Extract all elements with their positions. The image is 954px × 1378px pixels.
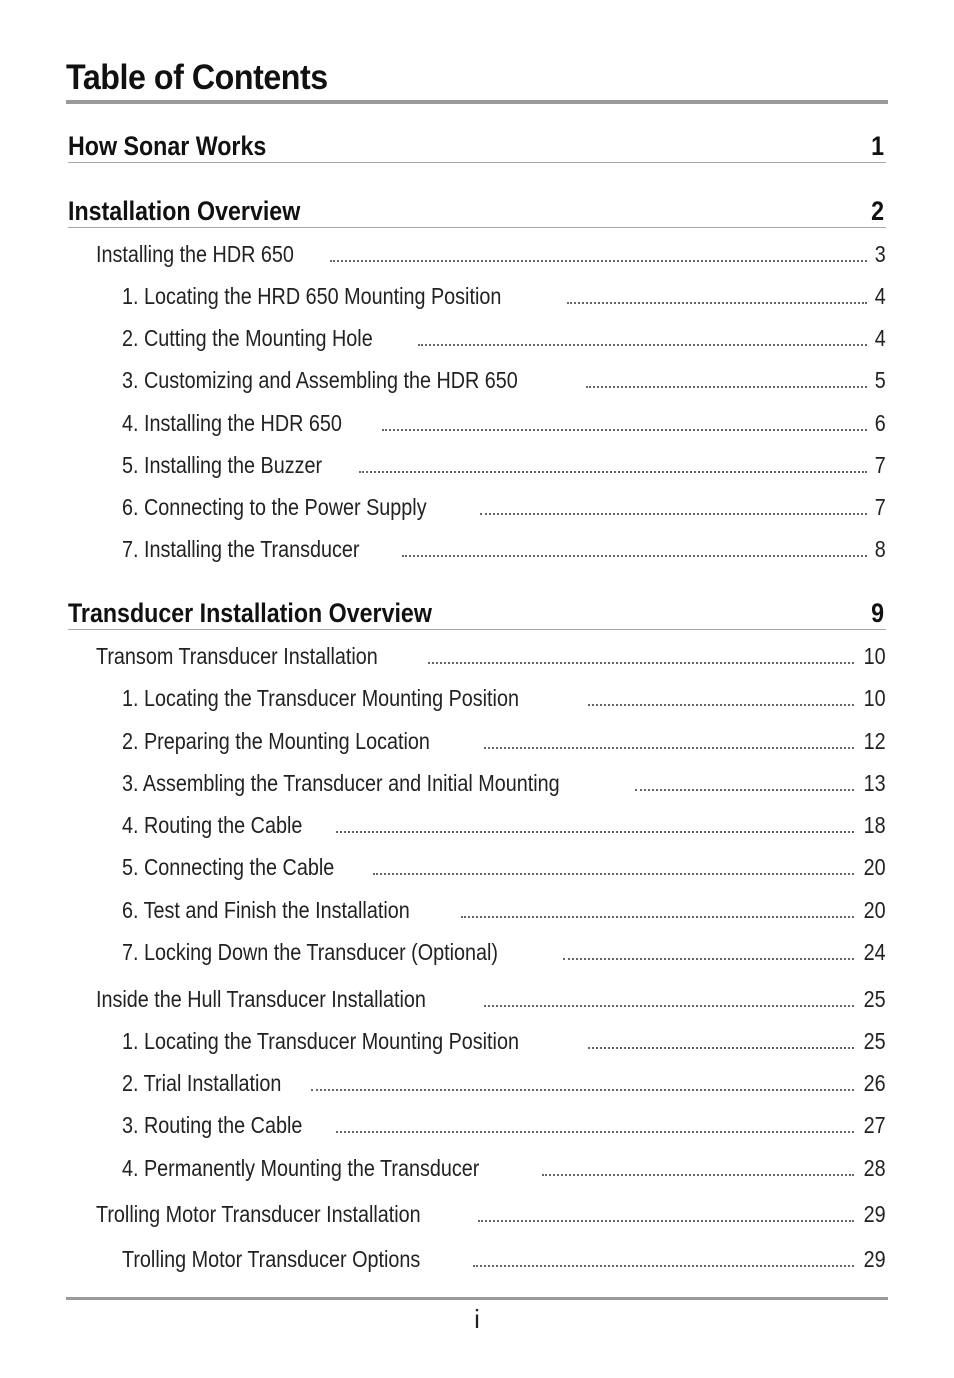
toc-section-title: Transducer Installation Overview	[68, 598, 432, 628]
toc-entry-page: 28	[863, 1155, 886, 1181]
toc-entry-title: Trolling Motor Transducer Installation	[96, 1201, 421, 1227]
dot-leader	[373, 873, 855, 875]
toc-entry-title: 6. Connecting to the Power Supply	[122, 494, 427, 520]
dot-leader	[542, 1174, 855, 1176]
dot-leader	[563, 958, 854, 960]
toc-entry-page: 5	[874, 367, 886, 393]
dot-leader	[418, 344, 868, 346]
toc-section-page: 1	[871, 131, 884, 161]
toc-entry-page: 4	[874, 325, 886, 351]
toc-entry[interactable]	[122, 896, 886, 924]
toc-entry[interactable]	[122, 324, 886, 352]
dot-leader	[567, 302, 867, 304]
toc-entry[interactable]	[122, 811, 886, 839]
dot-leader	[478, 1220, 855, 1222]
toc-entry[interactable]	[96, 240, 886, 268]
toc-section-installation-overview[interactable]	[68, 197, 886, 228]
toc-entry-title: 6. Test and Finish the Installation	[122, 897, 410, 923]
dot-leader	[588, 1047, 855, 1049]
dot-leader	[402, 555, 867, 557]
toc-entry[interactable]	[122, 1027, 886, 1055]
dot-leader	[473, 1265, 855, 1267]
toc-entry[interactable]	[122, 684, 886, 712]
toc-entry-page: 3	[874, 241, 886, 267]
toc-entry-page: 20	[863, 854, 886, 880]
toc-entry-page: 25	[863, 986, 886, 1012]
toc-entry-title: 5. Installing the Buzzer	[122, 452, 323, 478]
toc-section-page: 2	[871, 196, 884, 226]
dot-leader	[588, 704, 855, 706]
dot-leader	[484, 1005, 855, 1007]
toc-entry[interactable]	[122, 1154, 886, 1182]
toc-section-page: 9	[871, 598, 884, 628]
toc-entry-page: 10	[863, 643, 886, 669]
dot-leader	[382, 429, 868, 431]
toc-entry-title: 3. Assembling the Transducer and Initial Mounting	[122, 770, 560, 796]
toc-entry-title: 4. Permanently Mounting the Transducer	[122, 1155, 480, 1181]
toc-entry[interactable]	[122, 853, 886, 881]
toc-entry-page: 7	[874, 494, 886, 520]
dot-leader	[461, 916, 855, 918]
toc-entry[interactable]	[96, 985, 886, 1013]
toc-entry-title: 4. Installing the HDR 650	[122, 410, 342, 436]
dot-leader	[330, 260, 867, 262]
dot-leader	[311, 1089, 854, 1091]
page-title: Table of Contents	[66, 58, 328, 97]
dot-leader	[336, 1131, 855, 1133]
toc-entry-title: 3. Customizing and Assembling the HDR 650	[122, 367, 518, 393]
toc-entry-title: Trolling Motor Transducer Options	[122, 1246, 421, 1272]
dot-leader	[336, 831, 855, 833]
toc-entry[interactable]	[122, 1111, 886, 1139]
toc-entry[interactable]	[122, 938, 886, 966]
toc-entry-page: 12	[863, 728, 886, 754]
dot-leader	[480, 513, 867, 515]
toc-entry-title: 1. Locating the Transducer Mounting Position	[122, 685, 519, 711]
toc-entry-page: 7	[874, 452, 886, 478]
toc-entry-page: 8	[874, 536, 886, 562]
toc-entry[interactable]	[96, 1200, 886, 1228]
dot-leader	[484, 747, 854, 749]
title-rule	[66, 100, 888, 104]
toc-entry-page: 10	[863, 685, 886, 711]
toc-entry-title: 7. Locking Down the Transducer (Optional)	[122, 939, 499, 965]
toc-entry-page: 13	[863, 770, 886, 796]
toc-entry-title: Inside the Hull Transducer Installation	[96, 986, 426, 1012]
toc-entry-title: 2. Cutting the Mounting Hole	[122, 325, 373, 351]
dot-leader	[635, 789, 855, 791]
toc-entry-page: 4	[874, 283, 886, 309]
toc-entry-title: 7. Installing the Transducer	[122, 536, 360, 562]
toc-entry-page: 26	[863, 1070, 886, 1096]
toc-entry-page: 24	[863, 939, 886, 965]
toc-entry[interactable]	[122, 451, 886, 479]
toc-entry-page: 6	[874, 410, 886, 436]
toc-entry-title: Installing the HDR 650	[96, 241, 294, 267]
toc-entry[interactable]	[96, 642, 886, 670]
toc-entry-page: 29	[863, 1201, 886, 1227]
toc-entry-title: Transom Transducer Installation	[96, 643, 378, 669]
toc-entry[interactable]	[122, 535, 886, 563]
page-number: i	[474, 1304, 480, 1334]
toc-entry[interactable]	[122, 282, 886, 310]
toc-section-transducer-installation-overview[interactable]	[68, 599, 886, 630]
toc-entry-title: 4. Routing the Cable	[122, 812, 303, 838]
toc-section-how-sonar-works[interactable]	[68, 132, 886, 163]
toc-section-title: Installation Overview	[68, 196, 301, 226]
toc-entry-title: 2. Trial Installation	[122, 1070, 282, 1096]
toc-entry-title: 1. Locating the HRD 650 Mounting Position	[122, 283, 502, 309]
toc-entry-page: 18	[863, 812, 886, 838]
toc-entry[interactable]	[122, 1245, 886, 1273]
toc-entry-page: 20	[863, 897, 886, 923]
dot-leader	[428, 662, 855, 664]
toc-entry-title: 3. Routing the Cable	[122, 1112, 303, 1138]
toc-entry-page: 25	[863, 1028, 886, 1054]
dot-leader	[586, 386, 867, 388]
toc-entry[interactable]	[122, 409, 886, 437]
toc-entry[interactable]	[122, 769, 886, 797]
footer-rule	[66, 1297, 888, 1300]
dot-leader	[359, 471, 868, 473]
toc-entry[interactable]	[122, 1069, 886, 1097]
toc-entry-title: 1. Locating the Transducer Mounting Position	[122, 1028, 519, 1054]
toc-entry[interactable]	[122, 493, 886, 521]
toc-section-title: How Sonar Works	[68, 131, 267, 161]
toc-entry-title: 2. Preparing the Mounting Location	[122, 728, 430, 754]
toc-entry[interactable]	[122, 366, 886, 394]
toc-entry[interactable]	[122, 727, 886, 755]
toc-entry-page: 29	[863, 1246, 886, 1272]
toc-entry-title: 5. Connecting the Cable	[122, 854, 335, 880]
toc-entry-page: 27	[863, 1112, 886, 1138]
